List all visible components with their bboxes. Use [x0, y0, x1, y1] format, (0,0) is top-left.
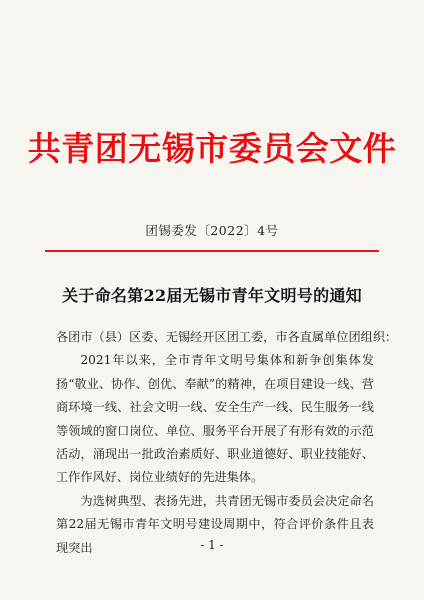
doc-number: 团锡委发〔2022〕4号	[145, 223, 279, 238]
paragraph-2: 为选树典型、表扬先进，共青团无锡市委员会决定命名第22届无锡市青年文明号建设周期中，符合评价条件且表现突出	[56, 493, 374, 555]
salutation: 各团市（县）区委、无锡经开区团工委，市各直属单位团组织：	[56, 330, 398, 344]
page-number: - 1 -	[200, 538, 224, 552]
doc-title: 关于命名第22届无锡市青年文明号的通知	[62, 286, 362, 305]
body-text	[56, 326, 398, 560]
org-header: 共青团无锡市委员会文件	[27, 129, 397, 168]
red-divider	[45, 250, 379, 252]
paragraph-1: 2021年以来，全市青年文明号集体和新争创集体发扬“敬业、协作、创优、奉献”的精神，在项目建设一线、营商环境一线、社会文明一线、安全生产一线、民生服务一线等领域的窗口岗位、单位、服务平台开展了有形有效的示范活动，涌现出一批政治素质好、职业道德好、职业技能好、工作作风好、岗位业绩好的先进集体。	[56, 353, 374, 485]
